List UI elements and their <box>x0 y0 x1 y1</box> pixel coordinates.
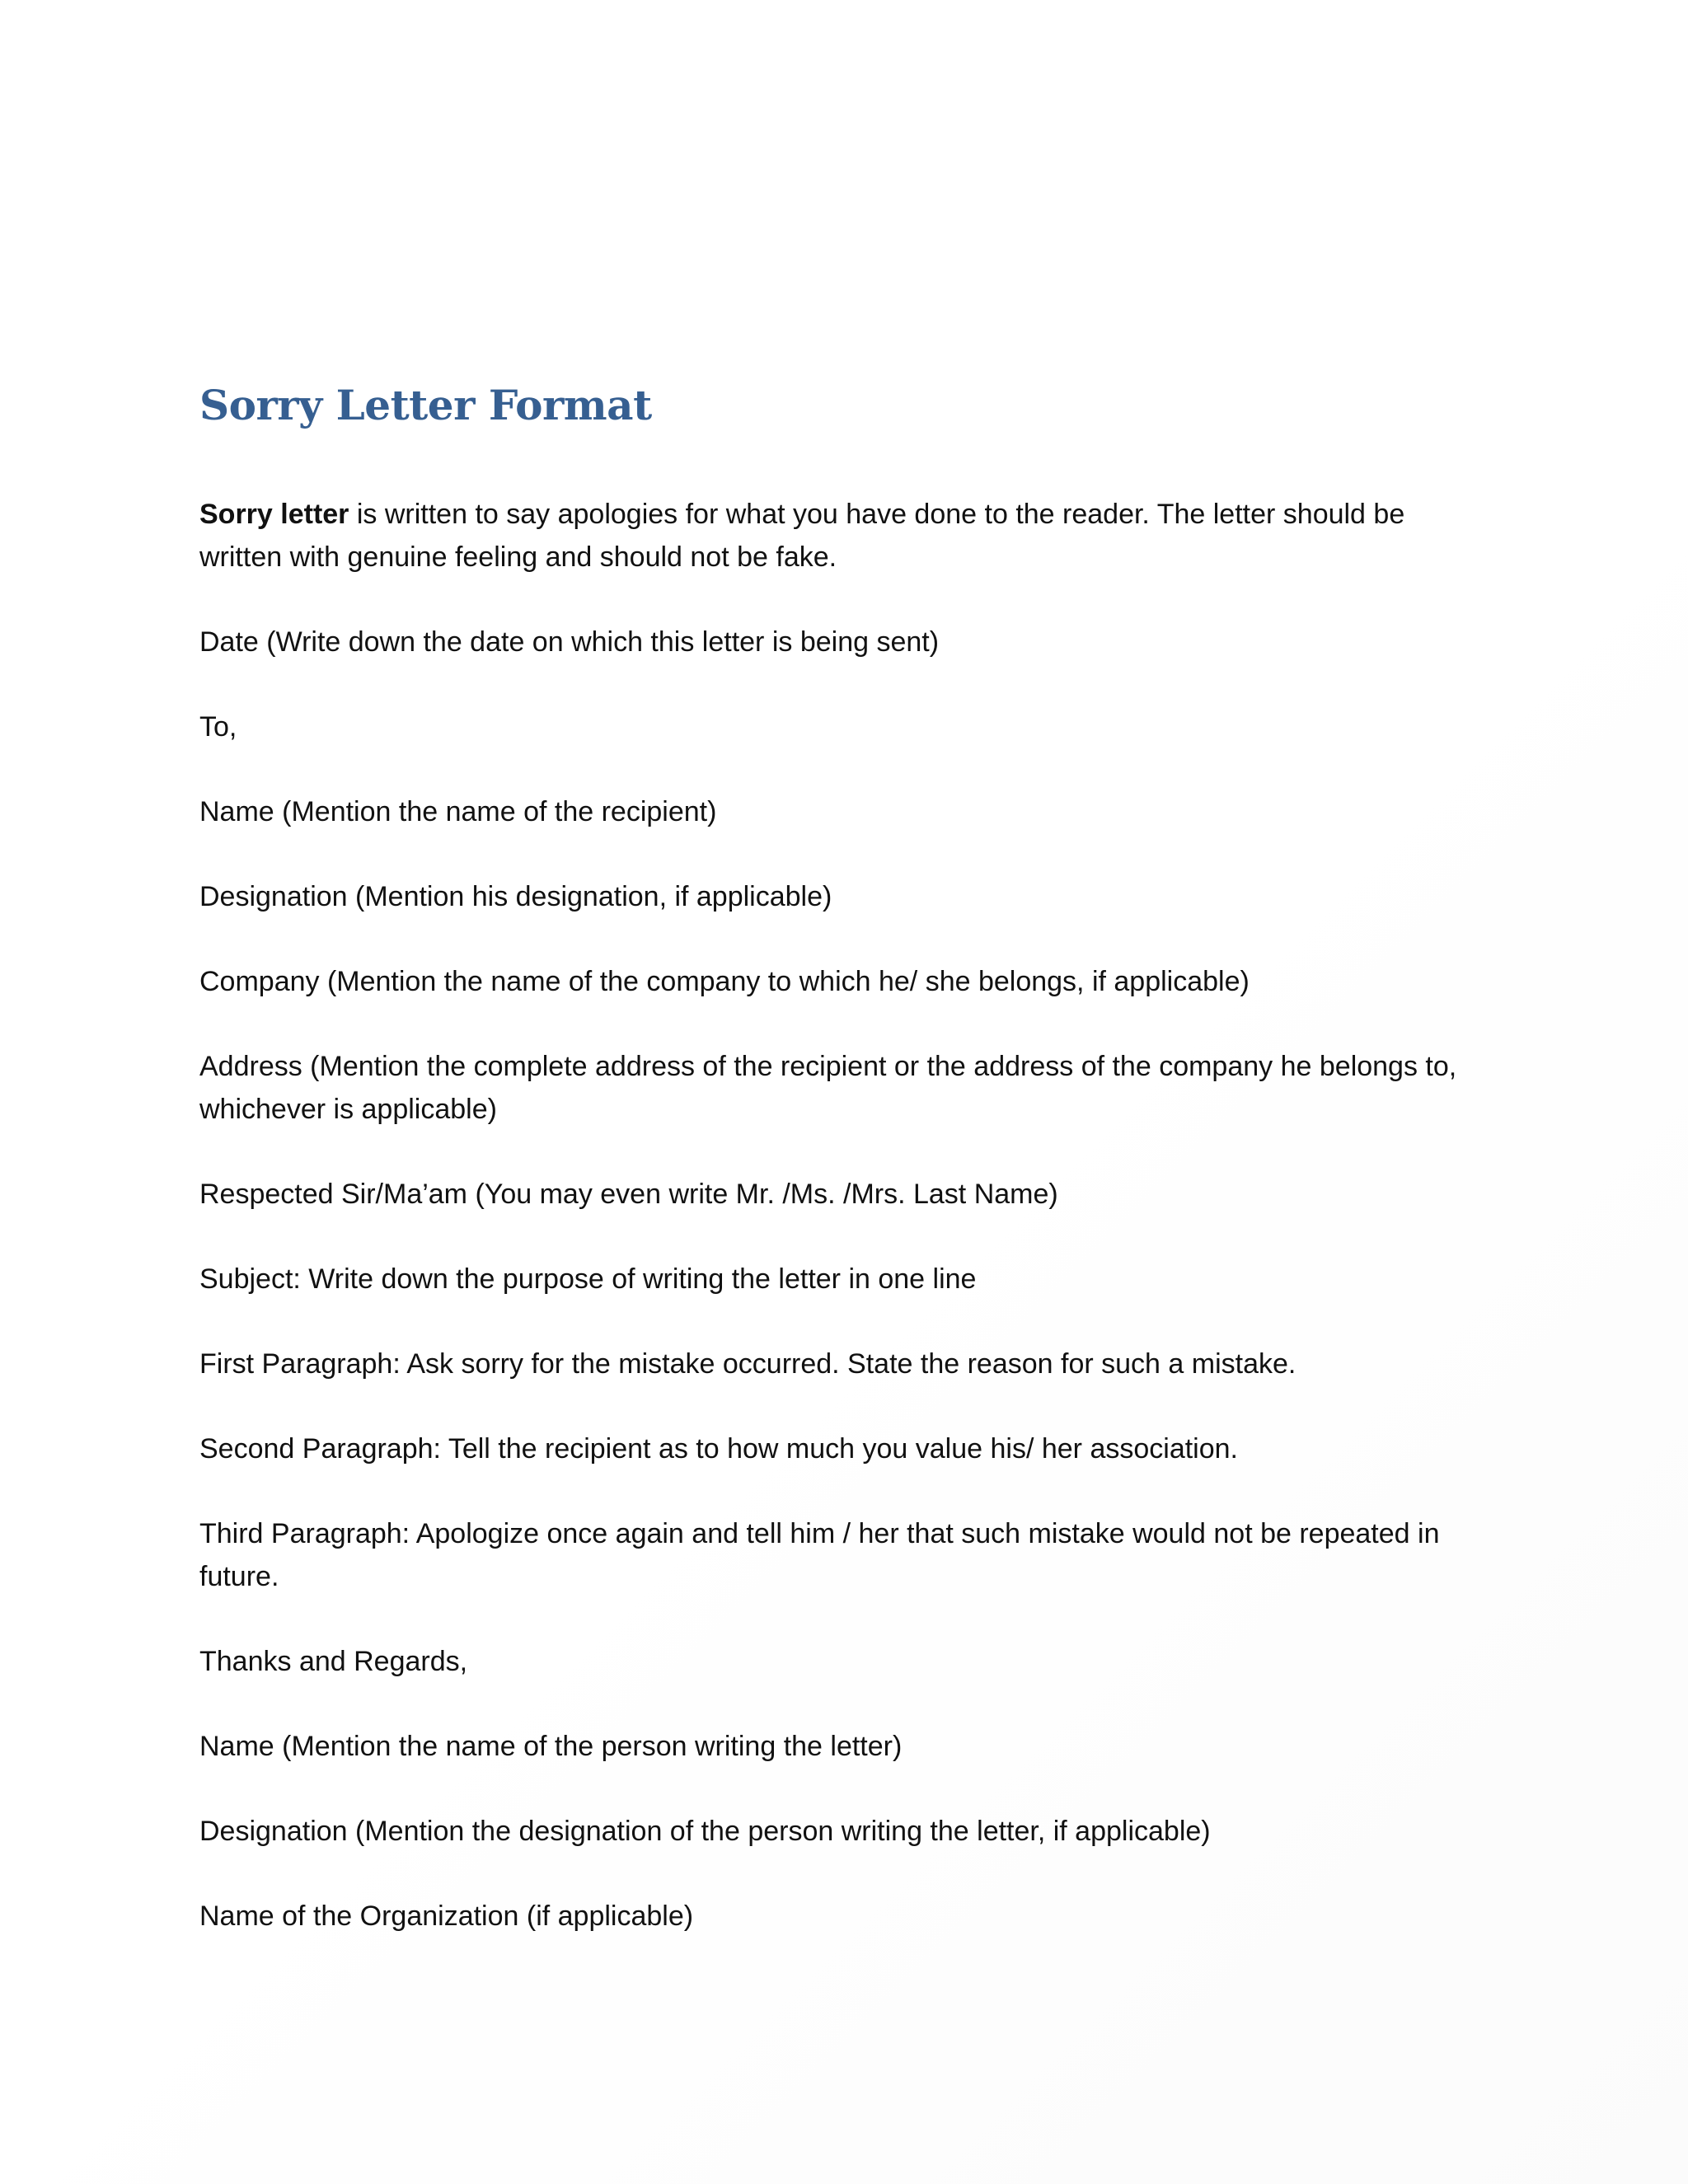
second-paragraph-line: Second Paragraph: Tell the recipient as to how much you value his/ her association. <box>199 1433 1238 1465</box>
salutation-line: Respected Sir/Ma’am (You may even write Mr. /Ms. /Mrs. Last Name) <box>199 1179 1058 1210</box>
sender-designation-line: Designation (Mention the designation of the person writing the letter, if applicable) <box>199 1816 1211 1847</box>
intro-bold-lead: Sorry letter <box>199 499 349 530</box>
document-title: Sorry Letter Format <box>199 381 652 429</box>
to-line: To, <box>199 711 237 743</box>
third-paragraph-line: Third Paragraph: Apologize once again and tell him / her that such mistake would not be repeated in future. <box>199 1518 1440 1592</box>
intro-paragraph <box>199 493 1485 579</box>
closing-line: Thanks and Regards, <box>199 1646 468 1677</box>
first-paragraph-line: First Paragraph: Ask sorry for the mistake occurred. State the reason for such a mistake. <box>199 1348 1296 1380</box>
recipient-name-line: Name (Mention the name of the recipient) <box>199 796 717 827</box>
recipient-designation-line: Designation (Mention his designation, if applicable) <box>199 881 832 912</box>
document-body <box>199 373 1485 1980</box>
recipient-company-line: Company (Mention the name of the company to which he/ she belongs, if applicable) <box>199 966 1250 997</box>
subject-line: Subject: Write down the purpose of writing the letter in one line <box>199 1263 977 1295</box>
sender-name-line: Name (Mention the name of the person writing the letter) <box>199 1731 903 1762</box>
organization-line: Name of the Organization (if applicable) <box>199 1900 694 1932</box>
date-line: Date (Write down the date on which this letter is being sent) <box>199 626 940 658</box>
intro-text: is written to say apologies for what you have done to the reader. The letter should be written with genuine feeling and should not be fake. <box>199 499 1405 573</box>
recipient-address-line: Address (Mention the complete address of the recipient or the address of the company he belongs to, whichever is applicable) <box>199 1051 1457 1125</box>
